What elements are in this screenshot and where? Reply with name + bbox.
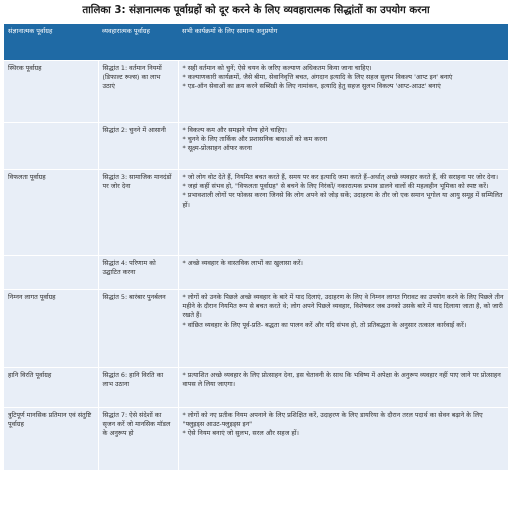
table-row: [4, 408, 508, 470]
application-item: * वांछित व्यवहार के लिए पूर्व-प्रति- बद्धता का पालन करें और यदि संभव हो, तो प्रतिबद्धता के अनुसार तत्काल कार्रवाई करें।: [182, 320, 467, 329]
application-item: * जो लोग वोट देते हैं, नियमित बचत करते हैं, समय पर कर इत्यादि जमा करते हैं–अर्थात् अच्छे व्यवहार करते हैं, की सराहना पर जोर देना।: [182, 173, 498, 181]
principle-cell: सिद्धांत 1: वर्तमान नियमों (डिफाल्ट रूल्स) का लाभ उठाएं: [98, 61, 178, 123]
bias-cell: निम्नन लागत पूर्वाग्रह: [4, 290, 98, 368]
application-item: * लोगों को उनके पिछले अच्छे व्यवहार के बारे में याद दिलाएं, उदाहरण के लिए वे निम्नन लागत गिरावट का उपयोग करने के लिए पिछले तीन महीने के दौरान नियमित रूप से बचत करते थे; लोग अपने पिछले व्यवहार, विशेषकर जब उनको उसके बारे में याद दिलाया जाता है, को जारी रखते हैं।: [182, 293, 504, 320]
principle-cell: सिद्धांत 4: परिणाम को उद्घाटित करना: [98, 256, 178, 290]
header-general-applications: सभी कार्यक्रमों के लिए सामान्य अनुप्रयोग: [178, 24, 508, 61]
application-item: * प्रभावशाली लोगों पर फोकस करना जिनसे कि लोग अपने को जोड़ सकें; उदाहरण के तौर जो एक समान भूगोल या आयु समूह में सम्मिलित हों।: [182, 191, 503, 209]
principle-cell: सिद्धांत 5: बारंबार पुनर्बलन: [98, 290, 178, 368]
applications-cell: [178, 290, 508, 368]
applications-cell: [178, 170, 508, 256]
bias-cell: [4, 256, 98, 290]
application-item: * लोगों को नए प्रतीक नियम अपनाने के लिए प्रशिक्षित करें, उदाहरण के लिए डायरिया के दौरान तरल पदार्थ का सेवन बढ़ाने के लिए "फ्लुइड्स आउट-फ्लुइड्स इन": [182, 411, 483, 429]
application-item: * कल्याणकारी कार्यक्रमों, जैसे बीमा, सेवानिवृत्ति बचत, अंगदान इत्यादि के लिए सहज सुलभ विकल्प 'आप्ट इन' बनाएं: [182, 73, 453, 82]
bias-cell: [4, 123, 98, 170]
application-item: * प्रत्याशित अच्छे व्यवहार के लिए प्रोत्साहन देना, इस चेतावनी के साथ कि भविष्य में अपेक्षा के अनुरूप व्यवहार नहीं पाए जाने पर प्रोत्साहन वापस ले लिया जाएगा।: [182, 371, 501, 389]
table-row: [4, 61, 508, 123]
header-cognitive-bias: संज्ञानात्मक पूर्वाग्रह: [4, 24, 98, 61]
application-item: * विकल्प कम और समझने योग्य होने चाहिए।: [182, 126, 287, 134]
table-row: [4, 368, 508, 408]
table-row: [4, 123, 508, 170]
bias-cell: हानि विरति पूर्वाग्रह: [4, 368, 98, 408]
table-title: तालिका 3: संज्ञानात्मक पूर्वाग्रहों को दूर करने के लिए व्यवहारात्मक सिद्धांतों का उपयोग करना: [82, 5, 430, 16]
table-row: [4, 256, 508, 290]
application-item: * अच्छे व्यवहार के वास्तविक लाभों का खुलासा करें।: [182, 259, 303, 267]
applications-cell: [178, 123, 508, 170]
application-item: * चुनने के लिए तार्किक और प्रशासनिक बाधाओं को कम करना: [182, 135, 328, 144]
header-behavioral-policy: व्यवहारात्मक पूर्वाग्रह: [98, 24, 178, 61]
applications-cell: [178, 61, 508, 123]
application-item: * एड-ऑन सेवाओं का क्रय करने सब्सिडी के लिए नामांकन, इत्यादि हेतु सहज सुलभ विकल्प 'आप्ट-आउट' बनाएं: [182, 82, 441, 91]
table-row: [4, 170, 508, 256]
behavioral-principles-table: [4, 24, 508, 470]
application-item: * सही वर्तमान को चुनें; ऐसे चयन के जरिए कल्याण अधिकतम किया जाना चाहिए।: [182, 64, 372, 72]
bias-cell: विफलता पूर्वाग्रह: [4, 170, 98, 256]
header-row: [4, 24, 508, 61]
table-row: [4, 290, 508, 368]
applications-cell: [178, 368, 508, 408]
application-item: * ऐसे नियम बनाएं जो सुलभ, सरल और सहज हों।: [182, 429, 299, 438]
bias-cell: त्रुटिपूर्ण मानसिक प्रतिमान एवं संतुष्टि पूर्वाग्रह: [4, 408, 98, 470]
principle-cell: सिद्धांत 7: ऐसे संदेशों का सृजन करें जो मानसिक मॉडल के अनुरूप हो: [98, 408, 178, 470]
application-item: * सूक्ष्म-प्रोत्साहन ऑफर करना: [182, 144, 252, 153]
applications-cell: [178, 256, 508, 290]
applications-cell: [178, 408, 508, 470]
principle-cell: सिद्धांत 6: हानि विरति का लाभ उठाना: [98, 368, 178, 408]
principle-cell: सिद्धांत 2: चुनने में आसानी: [98, 123, 178, 170]
bias-cell: स्थिरक पूर्वाग्रह: [4, 61, 98, 123]
application-item: * जहां कहीं संभव हो, "विफलता पूर्वाग्रह" से बचने के लिए निरंकों/ नकारात्मक प्रभाव डालने वालों की महत्वहीन भूमिका को स्पष्ट करें।: [182, 182, 489, 191]
principle-cell: सिद्धांत 3: सामाजिक मानदंडों पर जोर देना: [98, 170, 178, 256]
